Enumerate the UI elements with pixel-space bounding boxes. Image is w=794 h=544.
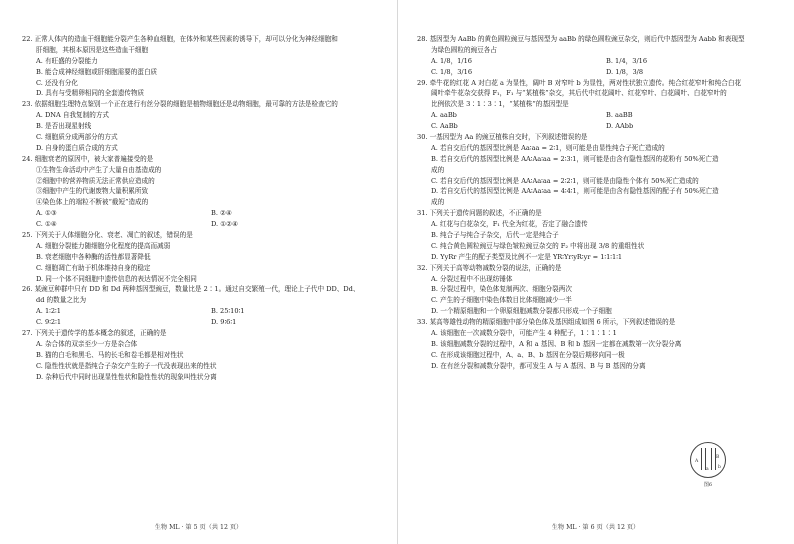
option-text: C. ①④ <box>36 220 57 229</box>
question-line: C. 产生的子细胞中染色体数目比体细胞减少一半 <box>431 296 572 305</box>
option-text: A. aaBb <box>431 111 457 120</box>
option-text: C. 1/8，3/16 <box>431 67 473 76</box>
question-line: D. 一个精原细胞和一个卵原细胞减数分裂都只形成一个子细胞 <box>431 307 612 316</box>
question-line: A. 若自交后代的基因型比例是 Aa∶aa = 2∶1，则可能是由显性纯合子死亡造成的 <box>431 143 665 152</box>
question-text: 33. 某高等雄性动物的精原细胞中部分染色体及基因组成如图 6 所示，下列叙述错误的是 <box>417 318 676 327</box>
question-line: A. 杂合体的双亲至少一方是杂合体 <box>36 339 138 348</box>
page-6 <box>397 0 794 544</box>
question-line: C. 纯合黄色圆粒豌豆与绿色皱粒豌豆杂交的 F₂ 中将出现 3/8 的重组性状 <box>431 241 645 250</box>
option-text: D. AAbb <box>606 122 634 131</box>
option-text: B. ②④ <box>211 209 232 218</box>
question-line: A. 该细胞在一次减数分裂中，可能产生 4 种配子，1∶1∶1∶1 <box>431 329 617 338</box>
option-text: D. ①②④ <box>211 220 238 229</box>
question-line: B. 若自交后代的基因型比例是 AA∶Aa∶aa = 2∶3∶1，则可能是由含有隐性基因的花粉有 50%死亡造 <box>431 154 719 163</box>
question-line: ④染色体上的端粒不断被“截短”造成的 <box>36 198 149 207</box>
question-text: 24. 细胞衰老的原因中，被大家普遍接受的是 <box>22 154 154 163</box>
question-text: 30. 一基因型为 Aa 的豌豆植株自交时，下列叙述错误的是 <box>417 133 588 142</box>
question-line: ②细胞中的营养物质无法正常供应造成的 <box>36 176 155 185</box>
question-text: 23. 依据细胞生理特点鉴别一个正在进行有丝分裂的细胞是植物细胞还是动物细胞，最可靠的方法是检查它的 <box>22 100 338 109</box>
question-line: D. 若自交后代的基因型比例是 AA∶Aa∶aa = 4∶4∶1，则可能是由含有隐性基因的配子有 50%死亡造 <box>431 187 719 196</box>
page-6-footer: 生物 ML · 第 6 页（共 12 页） <box>551 524 640 531</box>
figure-6 <box>690 442 726 488</box>
option-row <box>417 56 777 67</box>
question-line: dd 的数量之比为 <box>36 296 87 305</box>
gene-label: A <box>695 459 699 464</box>
question-line: A. 细胞分裂能力随细胞分化程度的提高而减弱 <box>36 241 171 250</box>
option-row <box>417 67 777 78</box>
option-text: D. 1/8，3/8 <box>606 67 644 76</box>
question-line: C. 还没有分化 <box>36 78 78 87</box>
option-text: B. aaBB <box>606 111 633 120</box>
cell-diagram <box>690 442 726 478</box>
option-text: A. 1∶2∶1 <box>36 307 61 316</box>
option-row <box>22 208 382 219</box>
question-line: D. 具有与受精卵相同的全套遗传物质 <box>36 89 145 98</box>
option-row <box>22 219 382 230</box>
question-line: C. 隐性性状就是指纯合子杂交产生的子一代没表现出来的性状 <box>36 361 217 370</box>
question-line: C. 细胞凋亡有助于机体维持自身的稳定 <box>36 263 151 272</box>
question-line: 比例依次是 3∶1∶3∶1，“某植株”的基因型是 <box>431 100 569 109</box>
question-line: D. 自身的蛋白质合成的方式 <box>36 143 118 152</box>
option-text: C. 9∶2∶1 <box>36 318 62 327</box>
question-text: 26. 某豌豆种群中只有 DD 和 Dd 两种基因型豌豆，数量比是 2∶1。通过自交繁殖一代，理论上子代中 DD、Dd、 <box>22 285 360 294</box>
question-text: 31. 下列关于遗传问题的叙述，不正确的是 <box>417 209 542 218</box>
question-line: D. 同一个体不同细胞中遗传信息的表达情况不完全相同 <box>36 274 197 283</box>
option-row <box>22 317 382 328</box>
question-line: A. 有旺盛的分裂能力 <box>36 56 98 65</box>
question-line: 肝细胞，其根本原因是这些造血干细胞 <box>36 45 149 54</box>
option-text: B. 25∶10∶1 <box>211 307 245 316</box>
question-text: 28. 基因型为 AaBb 的黄色圆粒豌豆与基因型为 aaBb 的绿色圆粒豌豆杂交，则后代中基因型为 Aabb 和表现型 <box>417 35 745 43</box>
gene-label: a <box>706 467 709 472</box>
question-line: 阔叶牵牛花杂交获得 F₁，F₁ 与“某植株”杂交，其后代中红花阔叶、红花窄叶、白花阔叶、白花窄叶的 <box>431 89 727 98</box>
question-line: A. DNA 自我复制的方式 <box>36 111 110 120</box>
question-line: D. 杂种后代中同时出现显性性状和隐性性状的现象叫性状分离 <box>36 372 217 381</box>
question-line: B. 纯合子与纯合子杂交，后代一定是纯合子 <box>431 231 559 240</box>
question-line: ①生物生命活动中产生了大量自由基造成的 <box>36 165 162 174</box>
question-text: 29. 牵牛花的红花 A 对白花 a 为显性，阔叶 B 对窄叶 b 为显性，两对性状独立遗传。纯合红花窄叶和纯合白花 <box>417 78 742 87</box>
question-line: ③细胞中产生的代谢废物大量积累所致 <box>36 187 149 196</box>
question-line: C. 细胞质分成两部分的方式 <box>36 133 118 142</box>
question-line: C. 若自交后代的基因型比例是 AA∶Aa∶aa = 2∶2∶1，则可能是由隐性个体有 50%死亡造成的 <box>431 176 699 185</box>
option-text: B. 1/4，3/16 <box>606 56 648 65</box>
right-column <box>417 34 777 372</box>
page-5-footer: 生物 ML · 第 5 页（共 12 页） <box>154 524 243 531</box>
question-line: 成的 <box>431 165 445 174</box>
gene-label: B <box>716 455 720 460</box>
question-line: 成的 <box>431 198 445 207</box>
option-text: A. ①③ <box>36 209 57 218</box>
option-text: D. 9∶6∶1 <box>211 318 237 327</box>
question-line: A. 分裂过程中不出现纺锤体 <box>431 274 513 283</box>
question-line: C. 在形成该细胞过程中，A、a、B、b 基因在分裂后期移向同一极 <box>431 350 625 359</box>
question-line: D. YyRr 产生的配子类型及比例不一定是 YR∶Yr∶yR∶yr = 1∶1∶1∶1 <box>431 252 623 261</box>
figure-caption: 图6 <box>703 482 713 488</box>
question-line: B. 是否出现星射线 <box>36 122 92 131</box>
question-line: A. 红花与白花杂交，F₁ 代全为红花，否定了融合遗传 <box>431 220 588 229</box>
option-row <box>417 121 777 132</box>
gene-label: b <box>718 465 721 470</box>
option-row <box>417 110 777 121</box>
option-row <box>22 306 382 317</box>
left-column <box>22 34 382 383</box>
option-text: C. AaBb <box>431 122 458 131</box>
question-text: 27. 下列关于遗传学的基本概念的叙述，正确的是 <box>22 329 167 338</box>
question-line: 为绿色圆粒的豌豆各占 <box>431 45 497 54</box>
question-line: D. 在有丝分裂和减数分裂中，都可发生 A 与 A 基因、B 与 B 基因的分离 <box>431 361 646 370</box>
question-line: B. 能合成神经细胞或肝细胞需要的蛋白质 <box>36 67 158 76</box>
option-text: A. 1/8，1/16 <box>431 56 472 65</box>
question-text: 22. 正常人体内的造血干细胞能分裂产生各种血细胞，在体外和某些因素的诱导下，却可以分化为神经细胞和 <box>22 35 338 43</box>
question-line: B. 衰老细胞中各种酶的活性都显著降低 <box>36 252 151 261</box>
question-text: 32. 下列关于高等动物减数分裂的说法，正确的是 <box>417 263 562 272</box>
question-line: B. 该细胞减数分裂的过程中，A 和 a 基因、B 和 b 基因一定都在减数第一次分裂分离 <box>431 339 682 348</box>
question-text: 25. 下列关于人体细胞分化、衰老、凋亡的叙述，错误的是 <box>22 231 193 240</box>
question-line: B. 分裂过程中，染色体复制两次、细胞分裂两次 <box>431 285 572 294</box>
question-line: B. 猫的白毛和黑毛、马的长毛和卷毛都是相对性状 <box>36 350 184 359</box>
